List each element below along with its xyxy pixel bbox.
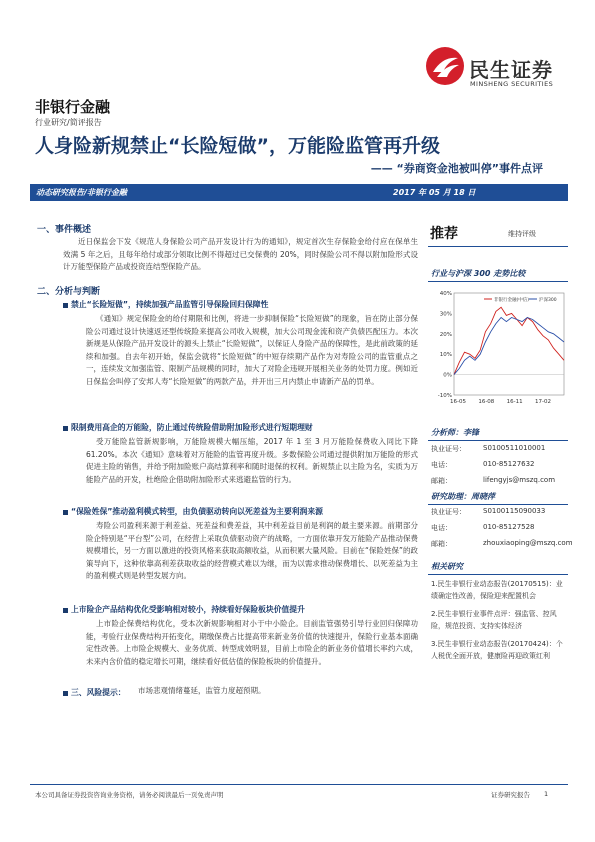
series-line <box>454 318 564 375</box>
bullet-2-head: 限制费用高企的万能险，防止通过传统险借助附加险形式进行短期理财 <box>71 423 313 432</box>
y-tick-label: 40% <box>439 291 452 297</box>
analyst-divider <box>428 440 568 441</box>
related-divider <box>428 574 568 575</box>
analyst-title: 分析师：李锋 <box>431 428 479 437</box>
bullet-4-mark <box>63 608 68 613</box>
page-title: 人身险新规禁止“长险短做”，万能险监管再升级 <box>35 135 440 157</box>
rating: 推荐 <box>430 226 458 242</box>
bullet-1-mark <box>63 303 68 308</box>
y-tick-label: 0% <box>443 372 452 379</box>
risk-title: 三、风险提示： <box>71 688 126 697</box>
logo-sub: MINSHENG SECURITIES <box>470 80 554 88</box>
related-item-3[interactable]: 3.民生非银行业动态报告(20170424)：个人税优全面开放，健康险再迎政策红利 <box>431 640 563 660</box>
footer-label: 证券研究报告 <box>491 791 530 799</box>
x-tick-label: 17-02 <box>535 399 551 405</box>
y-tick-label: 30% <box>439 311 452 318</box>
footer-divider <box>30 784 568 785</box>
bullet-4-head: 上市险企产品结构优化受影响相对较小，持续看好保险板块价值提升 <box>71 605 305 614</box>
report-date: 2017 年 05 月 18 日 <box>393 188 476 197</box>
rating-divider <box>428 246 568 247</box>
assistant-id: S0100115090033 <box>483 507 546 515</box>
page-subtitle: —— “券商资金池被叫停”事件点评 <box>370 162 543 175</box>
assistant-divider <box>428 504 568 505</box>
risk-text: 市场悲观情绪蔓延，监管力度超预期。 <box>138 686 266 695</box>
logo-mark-icon <box>425 46 465 86</box>
assistant-email-label: 邮箱： <box>431 540 452 548</box>
analyst-phone: 010-85127632 <box>483 460 535 468</box>
bullet-2-mark <box>63 426 68 431</box>
assistant-email[interactable]: zhouxiaoping@mszq.com <box>483 539 573 547</box>
related-item-1[interactable]: 1.民生非银行业动态报告(20170515)：业绩确定性改善，保险迎来配置机会 <box>431 580 563 600</box>
assistant-phone: 010-85127528 <box>483 523 535 531</box>
related-item-2[interactable]: 2.民生非银行业事件点评：强监管、控风险，规范投资、支持实体经济 <box>431 610 557 630</box>
series-line <box>454 307 564 374</box>
analyst-id-label: 执业证号： <box>431 445 466 453</box>
report-bar <box>30 184 568 201</box>
footer-disclaimer: 本公司具备证券投资咨询业务资格，请务必阅读最后一页免责声明 <box>35 791 224 799</box>
report-type: 行业研究/简评报告 <box>35 118 102 127</box>
analyst-email-label: 邮箱： <box>431 477 452 485</box>
bullet-3-head: “保险姓保”推动盈利模式转型，由负债驱动转向以死差益为主要利润来源 <box>71 507 323 516</box>
x-tick-label: 16-11 <box>506 399 523 405</box>
bullet-1-head: 禁止“长险短做”，持续加强产品监管引导保险回归保障性 <box>71 300 269 309</box>
category: 非银行金融 <box>35 98 111 116</box>
analyst-id: S0100511010001 <box>483 444 546 452</box>
chart-title: 行业与沪深 300 走势比较 <box>431 269 526 278</box>
assistant-title: 研究助理：周晓萍 <box>431 492 495 501</box>
logo <box>425 44 575 94</box>
bullet-5-mark <box>63 691 68 696</box>
analyst-email[interactable]: lifengyjs@mszq.com <box>483 476 556 484</box>
chart-divider <box>428 281 568 282</box>
analyst-phone-label: 电话： <box>431 461 452 469</box>
rating-note: 维持评级 <box>508 230 536 238</box>
bullet-3-text: 寿险公司盈利来源于利差益、死差益和费差益，其中利差益目前是利润的最主要来源。前期部分险企特别是“平台型”公司，在经营上采取负债驱动资产的战略，一方面依靠开发万能险产品推动保费规模增长，另一方面以激进的投资风格来获取高额收益，从而积累大量风险。目前在“保险姓保”的政策导向下，这种依靠高利差获取收益的经营模式难以为继，而为以需求推动保费增长、以死差益为主的盈利模式则是转型发展方向。 <box>86 521 418 581</box>
bullet-2-text: 受万能险监管新规影响，万能险规模大幅压缩，2017 年 1 至 3 月万能险保费收入同比下降 61.20%。本次《通知》意味着对万能险的监管再度升级。多数保险公司通过提供附加万能险的形式促进主险的销售，并给予附加险账户高结算利率和随时退保的权利。新规禁止以主险为名，实质为万能险产品的开发，杜绝险企借助附加险形式来逃避监管的行为。 <box>86 437 418 484</box>
legend-label: 沪深300 <box>539 298 557 303</box>
section-2-title: 二、分析与判断 <box>37 287 101 297</box>
legend-label: 非银行金融(中信) <box>494 298 530 303</box>
trend-chart <box>428 285 570 413</box>
bar-left-label: 动态研究报告/非银行金融 <box>36 188 127 197</box>
y-tick-label: 10% <box>439 352 452 359</box>
x-tick-label: 16-05 <box>450 399 466 405</box>
y-tick-label: 20% <box>439 331 452 338</box>
bullet-4-text: 上市险企保费结构优化，受本次新规影响相对小于中小险企。目前监管强势引导行业回归保障功能，考验行业保费结构开拓变化，期缴保费占比提高带来新业务价值的快速提升，保险行业基本面确定性改善。上市险企规模大、业务优质、转型成效明显，目前上市险企的新业务价值增长率约六成，未来内含价值的稳定增长可期，继续看好低估值的保险板块的价值提升。 <box>86 619 418 666</box>
section-1-title: 一、事件概述 <box>37 225 92 235</box>
chart-frame <box>454 293 564 395</box>
assistant-id-label: 执业证号： <box>431 508 466 516</box>
assistant-phone-label: 电话： <box>431 524 452 532</box>
related-title: 相关研究 <box>431 562 463 571</box>
bullet-3-mark <box>63 510 68 515</box>
x-tick-label: 16-08 <box>478 399 495 405</box>
y-tick-label: -10% <box>437 393 452 399</box>
section-1-text: 近日保监会下发《规范人身保险公司产品开发设计行为的通知》，规定首次生存保险金给付应在保单生效满 5 年之后，且每年给付或部分领取比例不得超过已交保费的 20%，同时保险公司不得以附加险形式设计万能型保险产品或投资连结型保险产品。 <box>63 237 418 272</box>
bullet-1-text: 《通知》规定保险金的给付期限和比例，将进一步抑制保险“长险短做”的现象，旨在防止部分保险公司通过设计快速返还型传统险来提高公司收入规模，加大公司现金流和资产负债匹配压力。本次新规是从保险产品开发设计的源头上禁止“长险短做”，以保证人身险产品的保障性，是此前政策的延续和加强。自去年初开始，保监会就将“长险短做”的中短存续期产品作为对寿险公司的监管重点之一，连续发文加强监管、限制产品规模的同时，加大了对险企违规开展相关业务的处罚力度。例如近日保监会叫停了安邦人寿“长险短做”的两款产品，并开出三月内禁止申请新产品的罚单。 <box>86 314 418 386</box>
logo-name: 民生证券 <box>469 58 553 82</box>
page-number: 1 <box>544 790 549 798</box>
